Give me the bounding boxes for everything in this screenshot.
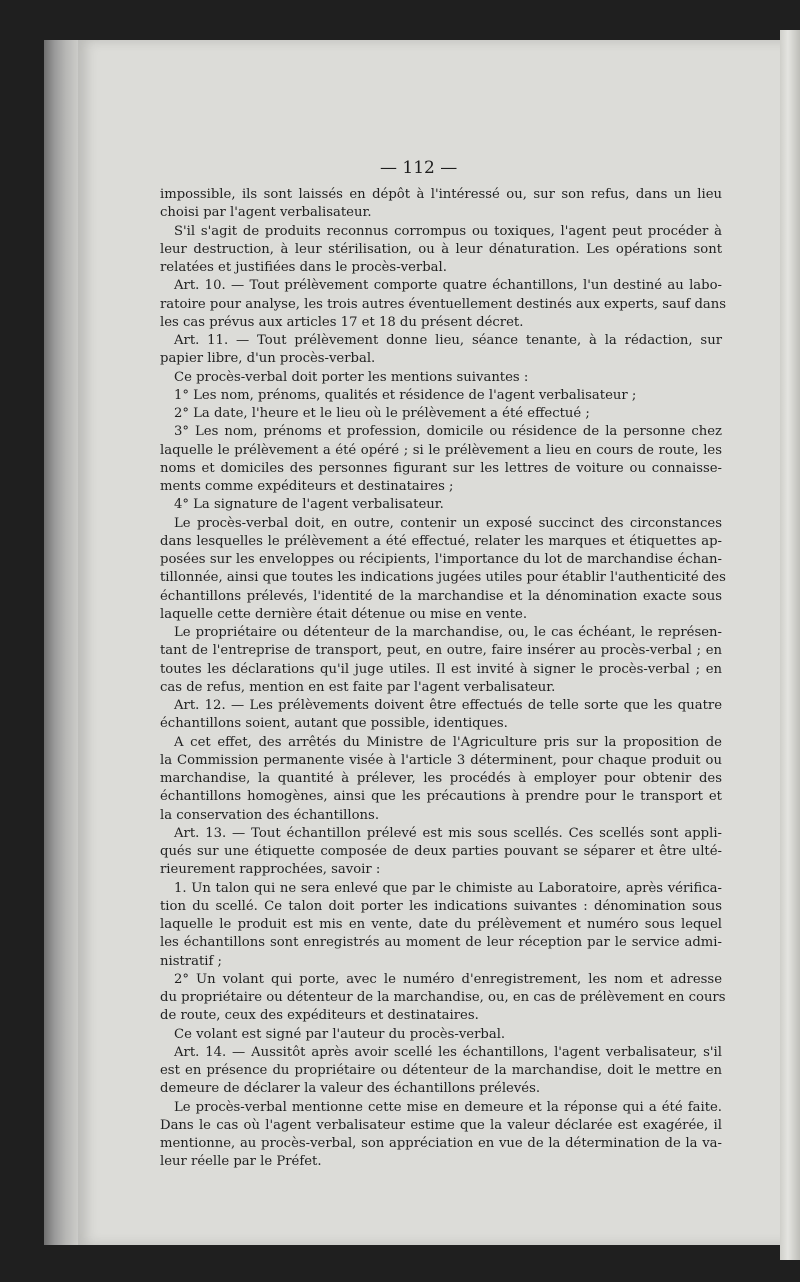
text-line: tion du scellé. Ce talon doit porter les indications suivantes : dénomination sous (160, 898, 722, 914)
text-line: Art. 12. — Les prélèvements doivent être effectués de telle sorte que les quatre (174, 698, 722, 713)
text-line: Le procès-verbal mentionne cette mise en demeure et la réponse qui a été faite. (174, 1099, 722, 1115)
text-line: Dans le cas où l'agent verbalisateur estime que la valeur déclarée est exagérée, il (160, 1117, 722, 1133)
text-line: ments comme expéditeurs et destinataires ; (160, 479, 454, 494)
text-line: de route, ceux des expéditeurs et destinataires. (160, 1008, 479, 1024)
text-line: Art. 14. — Aussitôt après avoir scellé les échantillons, l'agent verbalisateur, s'il (174, 1044, 722, 1060)
text-line: toutes les déclarations qu'il juge utiles. Il est invité à signer le procès-verbal ; en (160, 661, 722, 677)
text-line: S'il s'agit de produits reconnus corrompus ou toxiques, l'agent peut procéder à (174, 223, 722, 239)
text-line: leur destruction, à leur stérilisation, ou à leur dénaturation. Les opérations sont (160, 241, 722, 257)
text-line: laquelle le produit est mis en vente, date du prélèvement et numéro sous lequel (160, 917, 722, 932)
book-binding-edge (44, 40, 80, 1245)
text-line: Art. 11. — Tout prélèvement donne lieu, séance tenante, à la rédaction, sur (174, 333, 722, 348)
text-line: demeure de déclarer la valeur des échantillons prélevés. (160, 1081, 541, 1097)
text-line: marchandise, la quantité à prélever, les procédés à employer pour obtenir des (160, 771, 722, 786)
text-line: leur réelle par le Préfet. (160, 1154, 322, 1170)
text-line: est en présence du propriétaire ou détenteur de la marchandise, doit le mettre en (160, 1063, 722, 1078)
text-line: laquelle cette dernière était détenue ou mise en vente. (160, 606, 528, 622)
text-line: impossible, ils sont laissés en dépôt à l'intéressé ou, sur son refus, dans un lieu (160, 187, 722, 202)
text-line: les cas prévus aux articles 17 et 18 du présent décret. (160, 314, 524, 330)
body-text (160, 186, 727, 1172)
facing-page-edge (780, 30, 800, 1260)
text-line: 2° La date, l'heure et le lieu où le prélèvement a été effectué ; (174, 406, 590, 421)
text-line: échantillons prélevés, l'identité de la marchandise et la dénomination exacte sous (160, 588, 722, 604)
text-line: posées sur les enveloppes ou récipients, l'importance du lot de marchandise échan- (160, 552, 722, 567)
text-line: Ce volant est signé par l'auteur du procès-verbal. (174, 1026, 506, 1042)
page-number: — 112 — (380, 158, 458, 178)
text-line: mentionne, au procès-verbal, son appréciation en vue de la détermination de la va- (160, 1136, 722, 1151)
text-line: Art. 13. — Tout échantillon prélevé est mis sous scellés. Ces scellés sont appli- (174, 825, 722, 841)
text-line: Le propriétaire ou détenteur de la marchandise, ou, le cas échéant, le représen- (174, 625, 722, 640)
text-line: 1. Un talon qui ne sera enlevé que par le chimiste au Laboratoire, après vérifica- (174, 880, 722, 896)
text-line: du propriétaire ou détenteur de la marchandise, ou, en cas de prélèvement en cours (160, 990, 726, 1005)
text-line: échantillons soient, autant que possible, identiques. (160, 716, 508, 732)
text-line: tillonnée, ainsi que toutes les indications jugées utiles pour établir l'authenticité des (160, 570, 726, 586)
text-line: Le procès-verbal doit, en outre, contenir un exposé succinct des circonstances (174, 515, 722, 531)
text-line: les échantillons sont enregistrés au moment de leur réception par le service admi- (160, 935, 722, 951)
text-line: échantillons homogènes, ainsi que les précautions à prendre pour le transport et (160, 789, 722, 805)
text-line: la conservation des échantillons. (160, 807, 380, 823)
text-line: choisi par l'agent verbalisateur. (160, 205, 372, 221)
text-line: 1° Les nom, prénoms, qualités et résidence de l'agent verbalisateur ; (174, 387, 637, 403)
text-line: relatées et justifiées dans le procès-verbal. (160, 260, 447, 275)
text-line: noms et domiciles des personnes figurant sur les lettres de voiture ou connaisse- (160, 460, 722, 476)
text-line: cas de refus, mention en est faite par l'agent verbalisateur. (160, 679, 556, 695)
text-line: dans lesquelles le prélèvement a été effectué, relater les marques et étiquettes ap- (160, 533, 722, 549)
text-line: qués sur une étiquette composée de deux parties pouvant se séparer et être ulté- (160, 844, 722, 859)
text-line: 3° Les nom, prénoms et profession, domicile ou résidence de la personne chez (174, 424, 722, 440)
text-line: Art. 10. — Tout prélèvement comporte quatre échantillons, l'un destiné au labo- (174, 278, 722, 294)
text-line: ratoire pour analyse, les trois autres éventuellement destinés aux experts, sauf dans (160, 296, 727, 312)
text-line: papier libre, d'un procès-verbal. (160, 351, 376, 367)
text-line: tant de l'entreprise de transport, peut, en outre, faire insérer au procès-verbal ; en (160, 643, 722, 659)
text-line: laquelle le prélèvement a été opéré ; si le prélèvement a lieu en cours de route, les (160, 442, 722, 458)
text-line: rieurement rapprochées, savoir : (160, 862, 381, 878)
text-line: Ce procès-verbal doit porter les mentions suivantes : (174, 369, 529, 385)
text-line: la Commission permanente visée à l'article 3 déterminent, pour chaque produit ou (160, 752, 722, 768)
text-line: A cet effet, des arrêtés du Ministre de l'Agriculture pris sur la proposition de (174, 734, 722, 750)
text-line: 4° La signature de l'agent verbalisateur. (174, 497, 444, 513)
text-line: nistratif ; (160, 953, 222, 969)
text-line: 2° Un volant qui porte, avec le numéro d'enregistrement, les nom et adresse (174, 971, 722, 987)
